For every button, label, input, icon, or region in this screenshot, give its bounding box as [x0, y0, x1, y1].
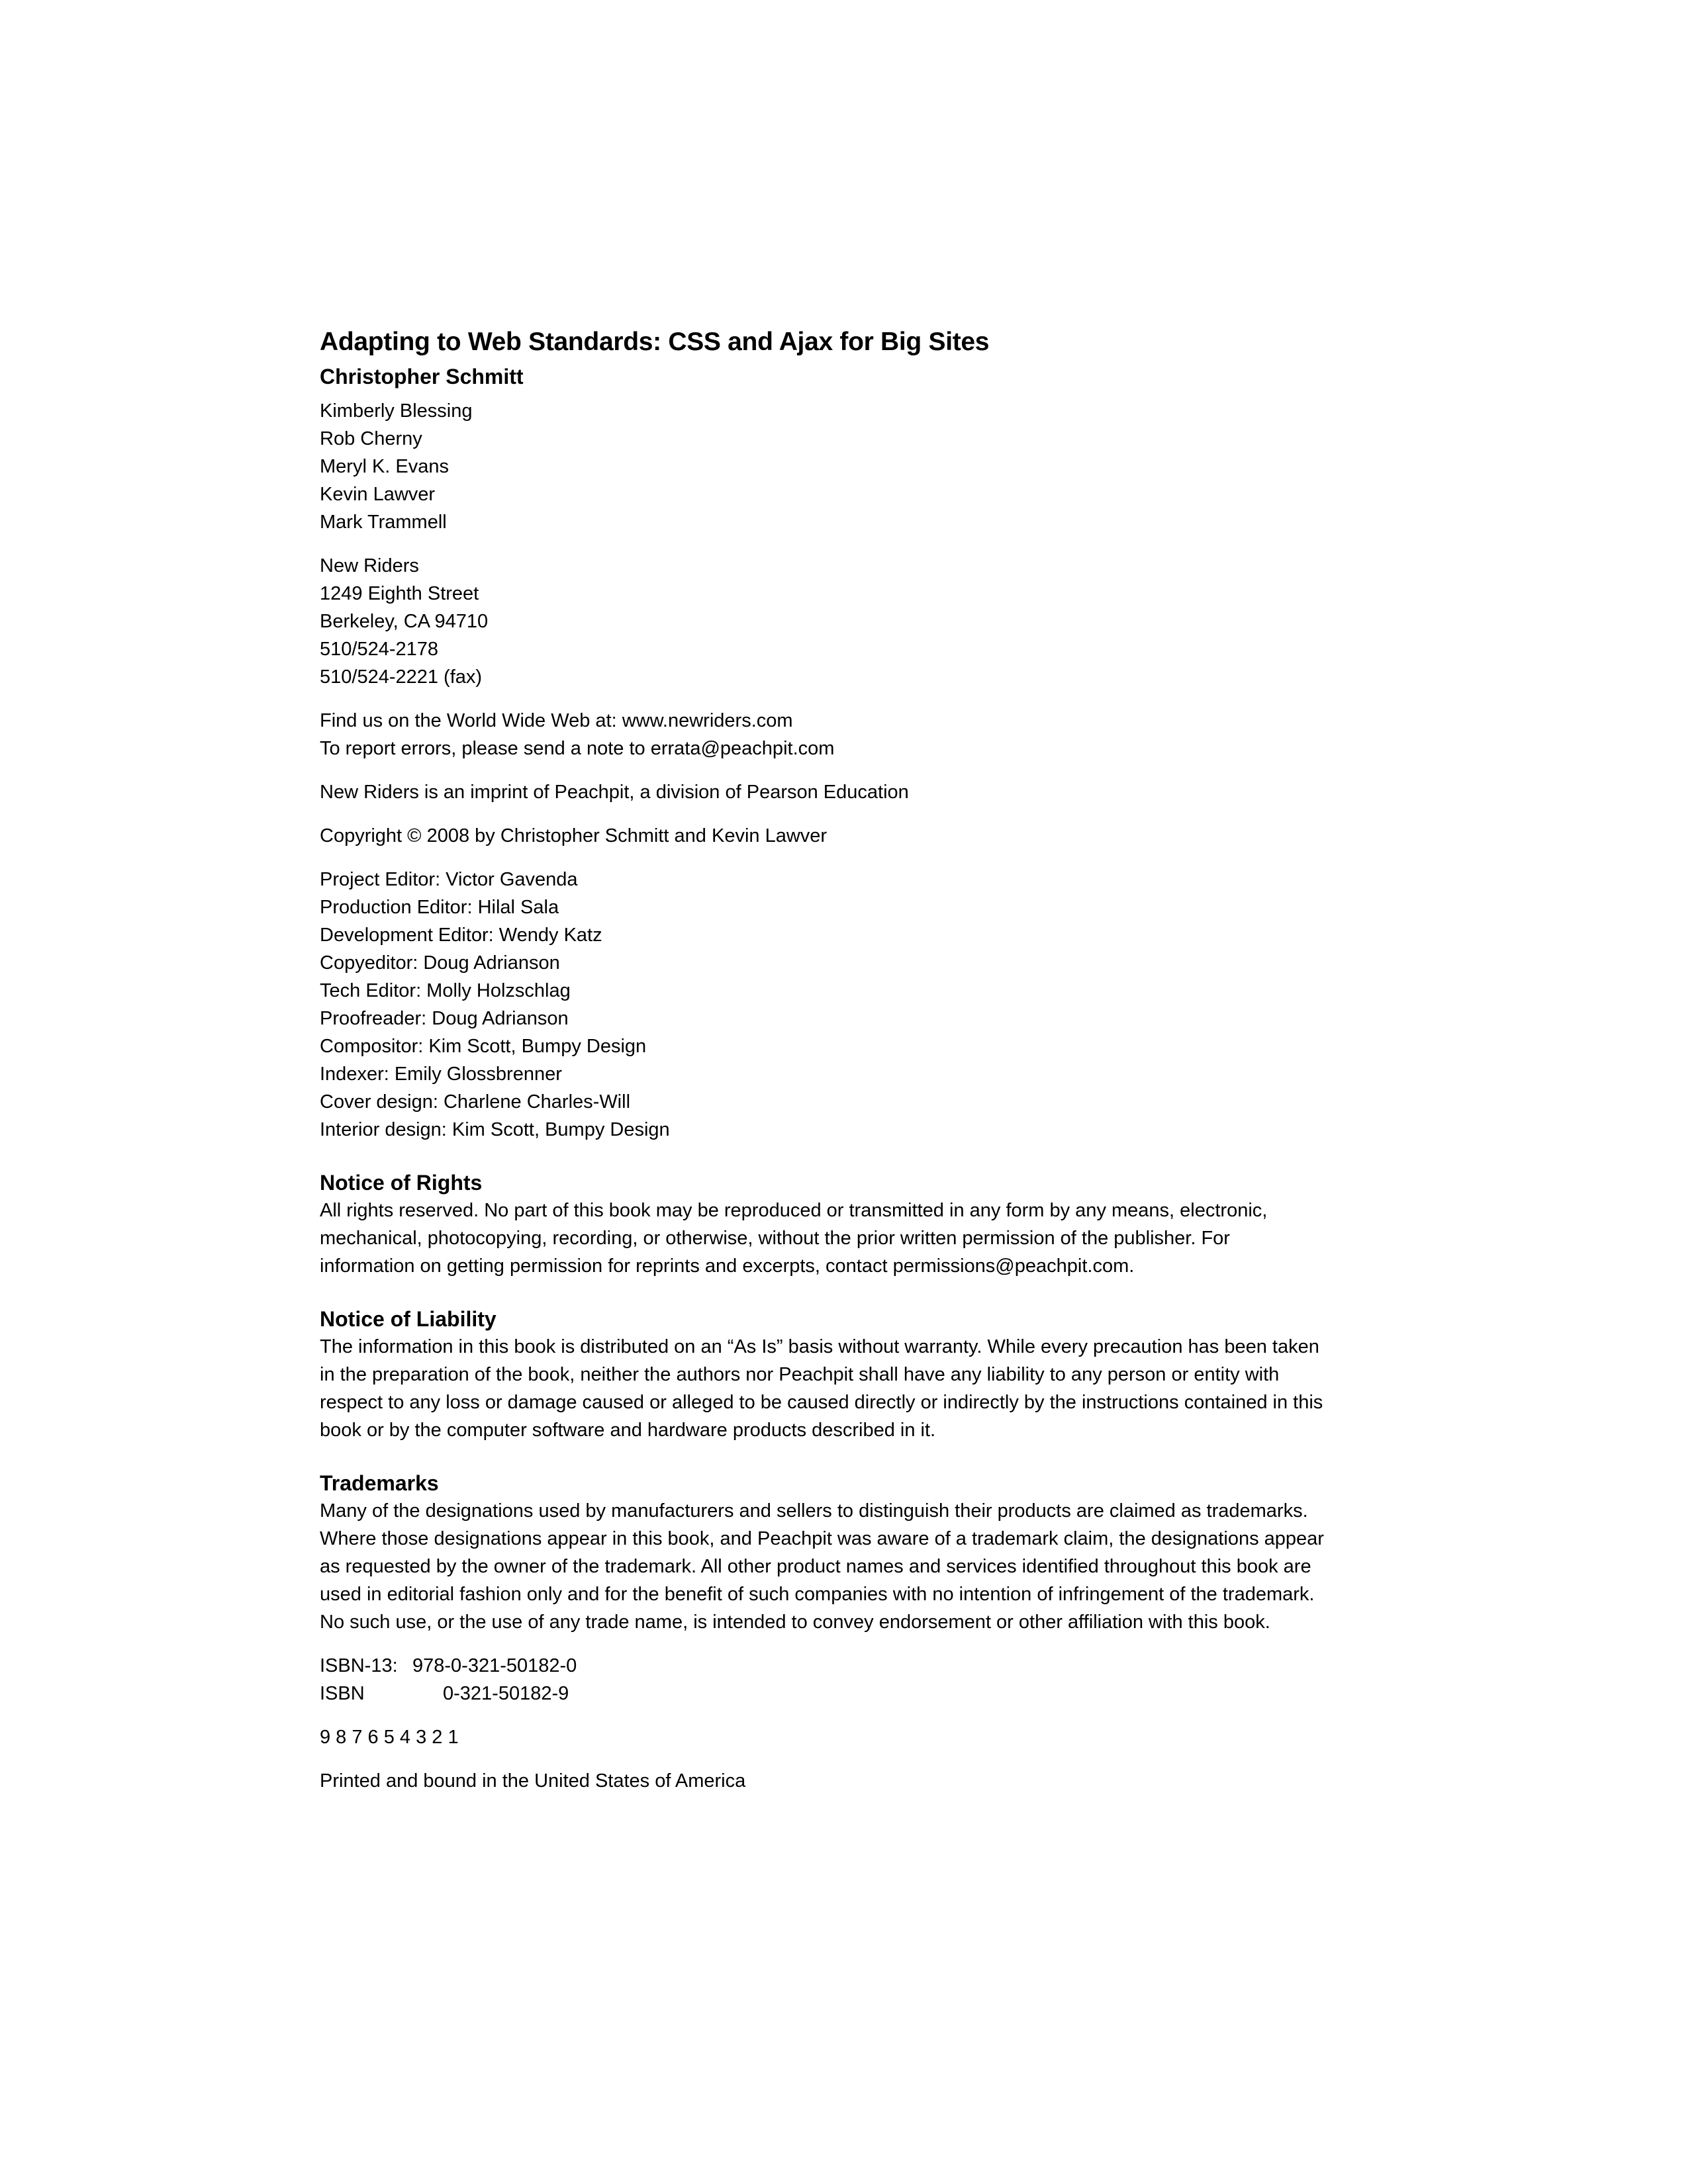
coauthor: Mark Trammell	[320, 512, 447, 533]
trademarks-line: as requested by the owner of the trademark. All other product names and services identified throughout this book are	[320, 1556, 1311, 1577]
isbn13-value: 978-0-321-50182-0	[412, 1655, 577, 1676]
trademarks-line: No such use, or the use of any trade name, is intended to convey endorsement or other affiliation with this book.	[320, 1612, 1270, 1633]
publisher-fax: 510/524-2221 (fax)	[320, 666, 483, 688]
trademarks-line: Where those designations appear in this book, and Peachpit was aware of a trademark claim, the designations appear	[320, 1528, 1324, 1549]
lead-author: Christopher Schmitt	[320, 365, 524, 388]
copyright-page	[320, 324, 1379, 1811]
liability-line: The information in this book is distributed on an “As Is” basis without warranty. While every precaution has been taken	[320, 1336, 1319, 1357]
publisher-street: 1249 Eighth Street	[320, 583, 479, 604]
printed-in-line: Printed and bound in the United States of America	[320, 1770, 746, 1792]
rights-line: All rights reserved. No part of this book may be reproduced or transmitted in any form by any means, electronic,	[320, 1200, 1268, 1221]
credit-line: Project Editor: Victor Gavenda	[320, 869, 578, 890]
isbn10-label: ISBN	[320, 1683, 365, 1704]
web-contact	[320, 707, 1379, 762]
liability-line: in the preparation of the book, neither the authors nor Peachpit shall have any liability to any person or entity with	[320, 1364, 1280, 1385]
trademarks-line: Many of the designations used by manufacturers and sellers to distinguish their products are claimed as trademarks.	[320, 1500, 1308, 1522]
credit-line: Cover design: Charlene Charles-Will	[320, 1091, 631, 1113]
credit-line: Indexer: Emily Glossbrenner	[320, 1064, 562, 1085]
coauthor: Meryl K. Evans	[320, 456, 449, 477]
print-line-block	[320, 1723, 1379, 1751]
notice-of-liability-section	[320, 1305, 1379, 1444]
trademarks-section	[320, 1469, 1379, 1636]
section-heading: Notice of Rights	[320, 1171, 483, 1195]
publisher-address	[320, 552, 1379, 691]
liability-line: respect to any loss or damage caused or alleged to be caused directly or indirectly by the instructions contained in this	[320, 1392, 1323, 1413]
credit-line: Production Editor: Hilal Sala	[320, 897, 559, 918]
publisher-name: New Riders	[320, 555, 419, 576]
credit-line: Proofreader: Doug Adrianson	[320, 1008, 569, 1029]
copyright-block	[320, 822, 1379, 850]
imprint-line: New Riders is an imprint of Peachpit, a division of Pearson Education	[320, 782, 909, 803]
printed-in-block	[320, 1767, 1379, 1795]
coauthor: Rob Cherny	[320, 428, 422, 449]
rights-paragraph	[320, 1197, 1379, 1280]
print-line: 9 8 7 6 5 4 3 2 1	[320, 1727, 459, 1748]
credits-list	[320, 866, 1379, 1144]
isbn13-row	[320, 1652, 1379, 1680]
errata-line: To report errors, please send a note to errata@peachpit.com	[320, 738, 835, 759]
trademarks-paragraph	[320, 1497, 1379, 1636]
isbn13-label: ISBN-13:	[320, 1655, 398, 1676]
isbn10-value: 0-321-50182-9	[443, 1683, 569, 1704]
isbn10-row	[320, 1680, 1379, 1707]
credit-line: Compositor: Kim Scott, Bumpy Design	[320, 1036, 647, 1057]
liability-line: book or by the computer software and hardware products described in it.	[320, 1420, 936, 1441]
publisher-phone: 510/524-2178	[320, 639, 438, 660]
website-line: Find us on the World Wide Web at: www.newriders.com	[320, 710, 793, 731]
coauthor: Kimberly Blessing	[320, 400, 473, 422]
isbn-block	[320, 1652, 1379, 1707]
section-heading: Notice of Liability	[320, 1307, 497, 1331]
copyright-line: Copyright © 2008 by Christopher Schmitt and Kevin Lawver	[320, 825, 828, 846]
credit-line: Interior design: Kim Scott, Bumpy Design	[320, 1119, 670, 1140]
publisher-city: Berkeley, CA 94710	[320, 611, 489, 632]
credit-line: Development Editor: Wendy Katz	[320, 925, 602, 946]
trademarks-line: used in editorial fashion only and for the benefit of such companies with no intention of infringement of the trademark.	[320, 1584, 1315, 1605]
liability-paragraph	[320, 1333, 1379, 1444]
book-title: Adapting to Web Standards: CSS and Ajax for Big Sites	[320, 328, 990, 356]
section-heading: Trademarks	[320, 1471, 439, 1495]
rights-line: information on getting permission for reprints and excerpts, contact permissions@peachpit.com.	[320, 1255, 1135, 1277]
credit-line: Copyeditor: Doug Adrianson	[320, 952, 560, 974]
coauthor-list	[320, 397, 1379, 536]
notice-of-rights-section	[320, 1169, 1379, 1280]
coauthor: Kevin Lawver	[320, 484, 436, 505]
credit-line: Tech Editor: Molly Holzschlag	[320, 980, 571, 1001]
imprint-block	[320, 778, 1379, 806]
rights-line: mechanical, photocopying, recording, or otherwise, without the prior written permission of the publisher. For	[320, 1228, 1230, 1249]
